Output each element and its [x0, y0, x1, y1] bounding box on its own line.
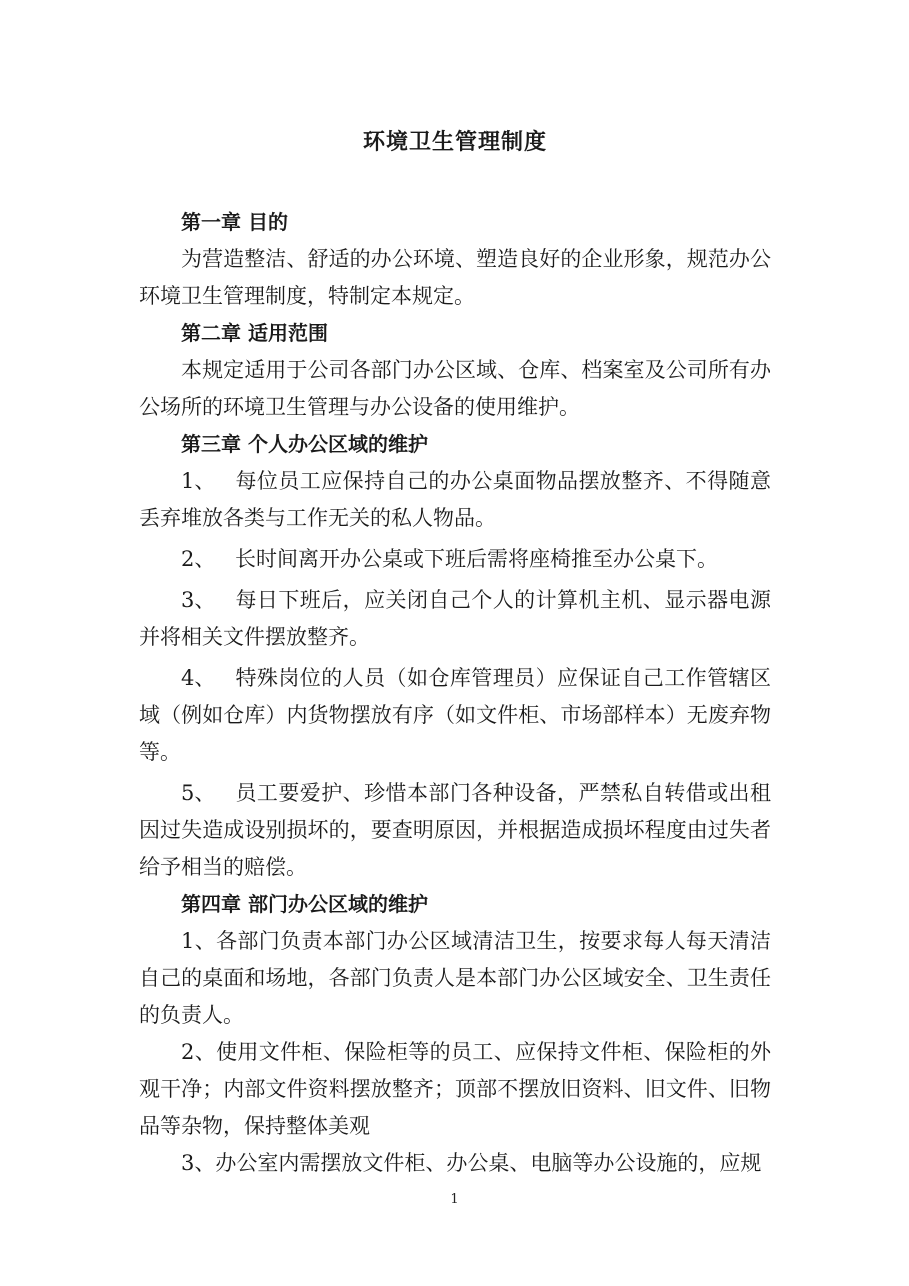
list-item	[139, 463, 771, 537]
list-item-number: 3、	[181, 588, 216, 612]
list-item	[139, 582, 771, 656]
paragraph: 2、使用文件柜、保险柜等的员工、应保持文件柜、保险柜的外观干净；内部文件资料摆放整齐；顶部不摆放旧资料、旧文件、旧物品等杂物，保持整体美观	[139, 1040, 771, 1138]
paragraph: 本规定适用于公司各部门办公区域、仓库、档案室及公司所有办公场所的环境卫生管理与办公设备的使用维护。	[139, 358, 771, 419]
list-item-number: 1、	[181, 469, 216, 493]
paragraph: 为营造整洁、舒适的办公环境、塑造良好的企业形象，规范办公环境卫生管理制度，特制定本规定。	[139, 247, 771, 308]
list-item-text: 长时间离开办公桌或下班后需将座椅推至办公桌下。	[235, 547, 718, 571]
list-item-text: 员工要爱护、珍惜本部门各种设备，严禁私自转借或出租因过失造成设别损坏的，要查明原因，并根据造成损坏程度由过失者给予相当的赔偿。	[139, 781, 771, 879]
document-body	[139, 118, 771, 1182]
chapter-heading: 第三章 个人办公区域的维护	[181, 432, 428, 456]
list-item	[139, 660, 771, 771]
chapter-heading: 第四章 部门办公区域的维护	[181, 892, 428, 916]
paragraph: 3、办公室内需摆放文件柜、办公桌、电脑等办公设施的，应规	[181, 1151, 762, 1175]
list-item	[139, 775, 771, 886]
paragraph: 1、各部门负责本部门办公区域清洁卫生，按要求每人每天清洁自己的桌面和场地，各部门负责人是本部门办公区域安全、卫生责任的负责人。	[139, 929, 771, 1027]
chapter-heading: 第二章 适用范围	[181, 321, 328, 345]
list-item-text: 每日下班后，应关闭自己个人的计算机主机、显示器电源并将相关文件摆放整齐。	[139, 588, 771, 649]
list-item-text: 每位员工应保持自己的办公桌面物品摆放整齐、不得随意丢弃堆放各类与工作无关的私人物品。	[139, 469, 771, 530]
list-item	[139, 541, 771, 578]
page-number: 1	[450, 1192, 459, 1207]
chapter-heading: 第一章 目的	[181, 210, 288, 234]
list-item-number: 4、	[181, 666, 216, 690]
list-item-number: 5、	[181, 781, 216, 805]
list-item-number: 2、	[181, 547, 216, 571]
list-item-text: 特殊岗位的人员（如仓库管理员）应保证自己工作管辖区域（例如仓库）内货物摆放有序（如文件柜、市场部样本）无废弃物等。	[139, 666, 771, 764]
document-title: 环境卫生管理制度	[362, 130, 547, 155]
